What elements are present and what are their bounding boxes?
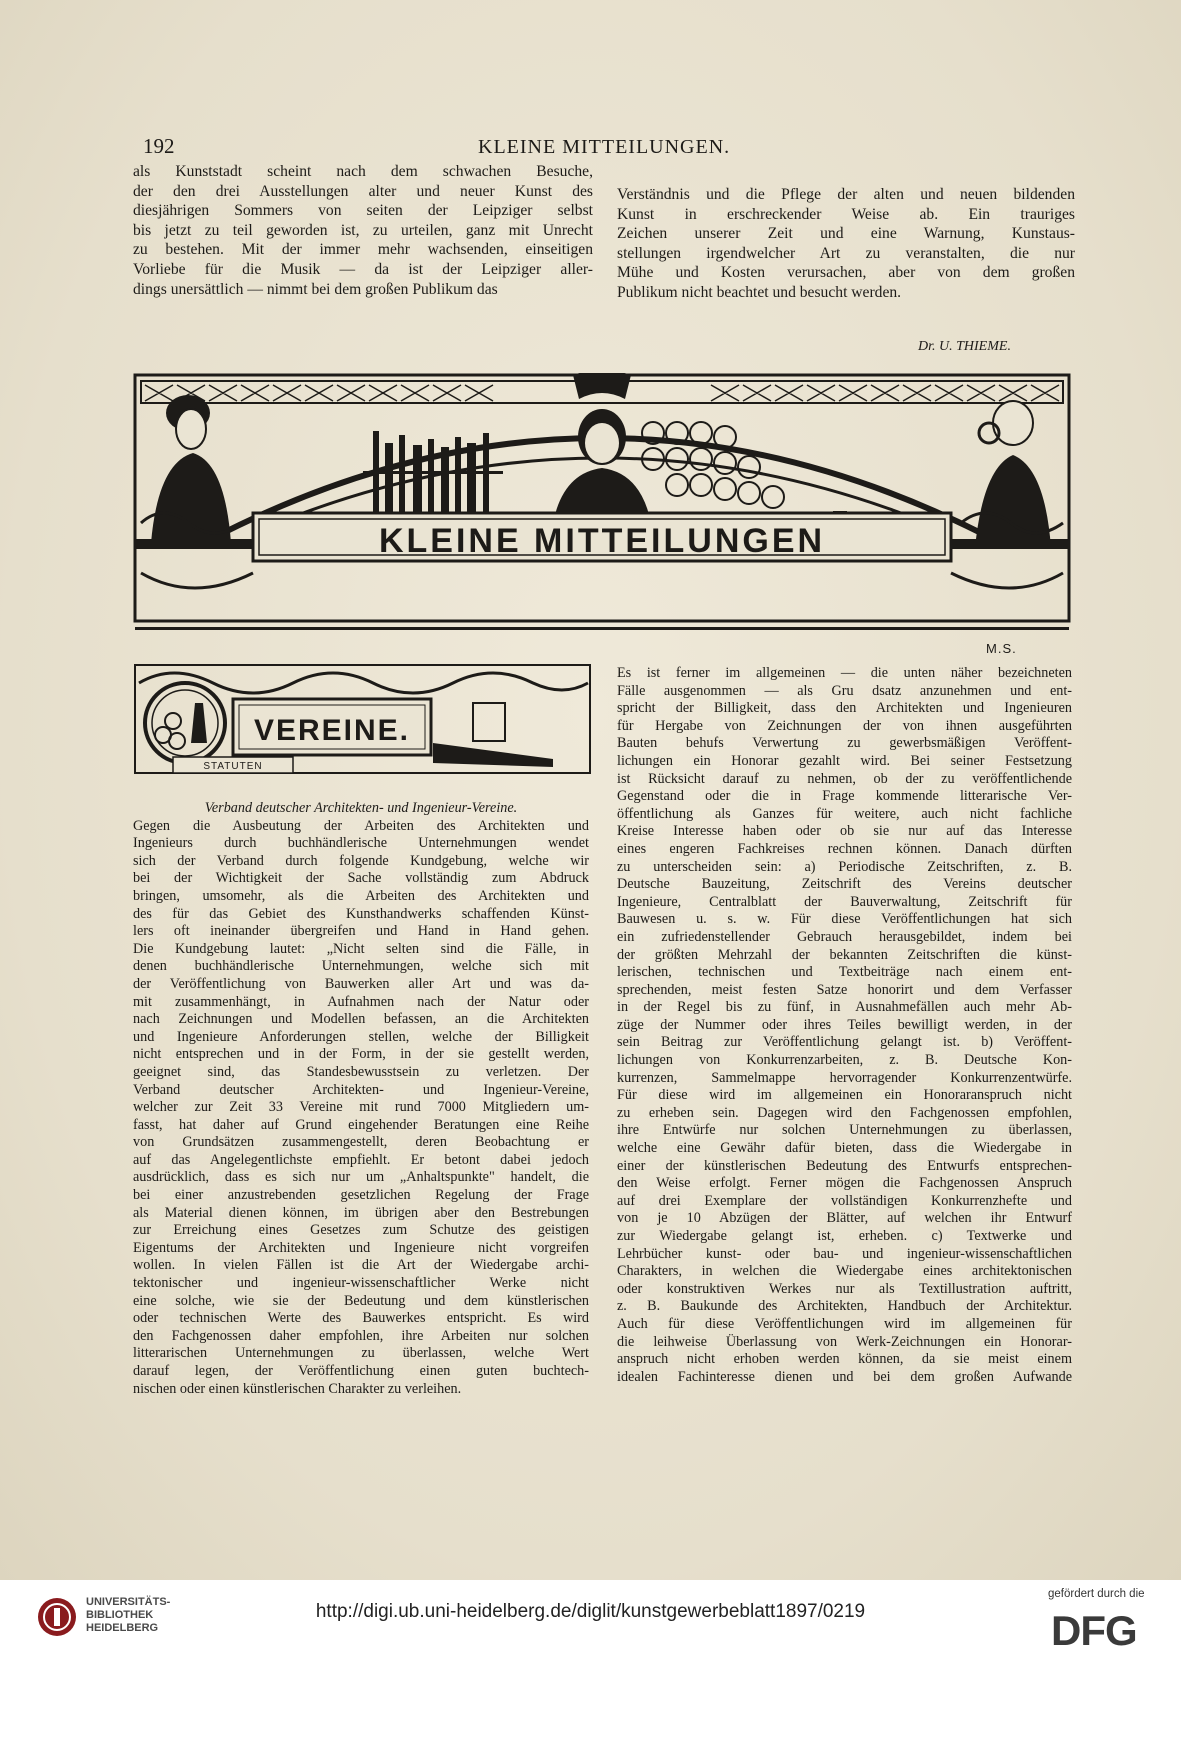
text-line: darauf legen, der Veröffentlichung einen guten buchtech-	[133, 1363, 589, 1379]
text-line: ist Rücksicht darauf zu nehmen, ob der zu veröffentlichende	[617, 770, 1072, 787]
text-line: Verständnis und die Pflege der alten und neuen bildenden	[617, 186, 1075, 203]
text-line: anspruch nicht erhoben werden können, da sie meist einem	[617, 1351, 1072, 1368]
banner-monogram: M.S.	[986, 641, 1017, 656]
text-line: lichungen ein Honorar gezahlt wird. Bei seiner Festsetzung	[617, 752, 1072, 769]
banner-title: KLEINE MITTEILUNGEN	[378, 522, 826, 560]
text-line: geeignet sind, das Standesbewusstsein zu verletzen. Der	[133, 1063, 589, 1080]
text-line: Verband deutscher Architekten- und Ingenieur-Vereine,	[133, 1081, 589, 1098]
vereine-vignette	[133, 663, 592, 775]
text-line: Kreise Interesse haben oder ob sie nur auf das Interesse	[617, 823, 1072, 840]
text-line: Eigentums der Architekten und Ingenieure nicht vorgreifen	[133, 1239, 589, 1256]
text-line: bis jetzt zu teil geworden ist, zu urteilen, ganz mit Unrecht	[133, 221, 593, 239]
text-line: nicht entsprechen und in der Form, in der sie gestellt werden,	[133, 1046, 589, 1063]
text-line: eine solche, wie sie der Bedeutung und dem künstlerischen	[133, 1292, 589, 1309]
text-line: zu unterscheiden sein: a) Periodische Zeitschriften, z. B.	[617, 858, 1072, 875]
text-line: von Grundsätzen zusammengestellt, deren Beobachtung er	[133, 1134, 589, 1151]
text-line: Mühe und Kosten verursachen, aber von dem großen	[617, 264, 1075, 282]
text-line: oder technischen Werte des Bauwerkes entspricht. Es wird	[133, 1310, 589, 1327]
text-line: Charakters, in welchen die Wiedergabe eines architektonischen	[617, 1263, 1072, 1280]
text-line: Ingenieurs durch buchhändlerische Unternehmungen wendet	[133, 835, 589, 852]
text-line: eines engeren Fachkreises rechnen können. Danach dürften	[617, 840, 1072, 857]
text-line: ihre Entwürfe nur solchen Unternehmungen zu überlassen,	[617, 1122, 1072, 1139]
text-line: des für das Gebiet des Kunsthandwerks schaffenden Künst-	[133, 905, 589, 922]
text-line: sich der Verband durch folgende Kundgebung, welche wir	[133, 852, 589, 869]
text-line: zu erheben sein. Dagegen wird den Fachgenossen empfohlen,	[617, 1104, 1072, 1121]
text-line: tektonischer und ingenieur-wissenschaftlicher Werke nicht	[133, 1275, 589, 1292]
text-line: welcher zur Zeit 33 Vereine mit rund 7000 Mitgliedern um-	[133, 1099, 589, 1116]
text-line: welche eine Gewähr dafür bieten, dass die Wiedergabe in	[617, 1140, 1072, 1157]
page-number: 192	[143, 134, 175, 158]
text-line: für Hergabe von Zeichnungen der von ihnen ausgeführten	[617, 717, 1072, 734]
text-line: ausdrücklich, dass es sich nur um „Anhaltspunkte" handelt, die	[133, 1169, 589, 1186]
text-line: stellungen irgendwelcher Art zu veranstalten, die nur	[617, 244, 1075, 262]
text-line: der größten Mehrzahl der bekannten Zeitschriften die künst-	[617, 946, 1072, 963]
running-title: KLEINE MITTEILUNGEN.	[478, 136, 731, 158]
text-line: auf drei Exemplare der vollständigen Konkurrenzhefte und	[617, 1192, 1072, 1209]
text-line: einer der künstlerischen Bedeutung des Entwurfs entsprechen-	[617, 1157, 1072, 1174]
text-line: wollen. In vielen Fällen ist die Art der Wiedergabe archi-	[133, 1257, 589, 1274]
text-line: Fälle ausgenommen — als Gru dsatz anzunehmen und ent-	[617, 682, 1072, 699]
text-line: mit zusammenhängt, in Aufnahmen nach der Natur oder	[133, 993, 589, 1010]
vereine-title: VEREINE.	[253, 714, 411, 747]
text-line: litterarischen Unternehmungen zu überlassen, welche Wert	[133, 1345, 589, 1362]
text-line: öffentlichung als Ganzes für weitere, auch nicht fachliche	[617, 805, 1072, 822]
text-line: und Ingenieure Anforderungen stellen, welche der Billigkeit	[133, 1028, 589, 1045]
text-line: den Fachgenossen daher empfohlen, ihre Arbeiten nur solchen	[133, 1327, 589, 1344]
top-right-column	[617, 185, 1075, 303]
text-line: als Material dienen können, im übrigen aber den Bestrebungen	[133, 1204, 589, 1221]
text-line: Publikum nicht beachtet und besucht werden.	[617, 283, 902, 301]
text-line: Zeichen unserer Zeit und eine Warnung, Kunstaus-	[617, 225, 1075, 243]
text-line: züge der Nummer oder ihres Teiles bewilligt werden, in der	[617, 1016, 1072, 1033]
text-line: dings unersättlich — nimmt bei dem großen Publikum das	[133, 280, 498, 298]
text-line: lerischen, technischen und Textbeiträge nach einem ent-	[617, 964, 1072, 981]
text-line: Gegenstand oder die in Frage kommende litterarische Ver-	[617, 788, 1072, 805]
text-line: Vorliebe für die Musik — da ist der Leipziger aller-	[133, 260, 593, 278]
text-line: bringen, umsomehr, als die Arbeiten des Architekten und	[133, 887, 589, 904]
text-line: fasst, hat daher auf Grund eingehender Beratungen eine Reihe	[133, 1116, 589, 1133]
dfg-logo: DFG	[1051, 1607, 1137, 1654]
text-line: Lehrbücher kunst- oder bau- und ingenieur-wissenschaftlichen	[617, 1245, 1072, 1262]
text-line: bei einer anzustrebenden gesetzlichen Regelung der Frage	[133, 1187, 589, 1204]
institution-name: UNIVERSITÄTS- BIBLIOTHEK HEIDELBERG	[86, 1596, 171, 1634]
text-line: lichungen von Konkurrenzarbeiten, z. B. Deutsche Kon-	[617, 1052, 1072, 1069]
funding-note: gefördert durch die	[1048, 1588, 1145, 1600]
text-line: Bauwesen u. s. w. Für diese Veröffentlichungen hat sich	[617, 911, 1072, 928]
text-line: spricht der Billigkeit, dass den Architekten und Ingenieuren	[617, 700, 1072, 717]
author-signature: Dr. U. THIEME.	[918, 339, 1011, 354]
text-line: ein zufriedenstellender Gebrauch herausgebildet, indem bei	[617, 928, 1072, 945]
text-line: von je 10 Abzügen der Blätter, auf welchen ihr Entwurf	[617, 1210, 1072, 1227]
text-line: oder konstruktiven Werkes nur als Textillustration auftritt,	[617, 1280, 1072, 1297]
text-line: Ingenieure, Centralblatt der Bauverwaltung, Zeitschrift für	[617, 893, 1072, 910]
text-line: Die Kundgebung lautet: „Nicht selten sind die Fälle, in	[133, 940, 589, 957]
text-line: zur Wiedergabe gelangt ist, erheben. c) Textwerke und	[617, 1228, 1072, 1244]
text-line: bei der Wichtigkeit der Sache vollständig zum Abdruck	[133, 870, 589, 887]
text-line: denen buchhändlerische Unternehmungen, welche sich mit	[133, 958, 589, 975]
text-line: lers oft ineinander übergreifen und Hand in Hand gehen.	[133, 923, 589, 940]
text-line: der Veröffentlichung von Bauwerken aller Art und was da-	[133, 975, 589, 992]
text-line: Für diese wird im allgemeinen ein Honoraranspruch nicht	[617, 1087, 1072, 1104]
text-line: die leihweise Überlassung von Werk-Zeichnungen ein Honorar-	[617, 1333, 1072, 1350]
permalink-url[interactable]: http://digi.ub.uni-heidelberg.de/diglit/kunstgewerbeblatt1897/0219	[315, 1601, 866, 1622]
text-line: Es ist ferner im allgemeinen — die unten näher bezeichneten	[617, 665, 1072, 681]
text-line: Auch für diese Veröffentlichungen wird im allgemeinen für	[617, 1315, 1072, 1332]
text-line: kurrenzen, Sammelmappe hervorragender Konkurrenzentwürfe.	[617, 1069, 1072, 1086]
text-line: Bauten behufs Verwertung zu gewerbsmäßigen Veröffent-	[617, 735, 1072, 752]
text-line: der den drei Ausstellungen alter und neuer Kunst des	[133, 182, 593, 200]
text-line: den Weise erfolgt. Ferner mögen die Fachgenossen Anspruch	[617, 1175, 1072, 1192]
article-left-column	[133, 800, 589, 1398]
statuten-label: STATUTEN	[203, 761, 263, 772]
text-line: Gegen die Ausbeutung der Arbeiten des Architekten und	[133, 817, 589, 834]
text-line: in der Regel bis zu fünf, in Ausnahmefällen auch mehr Ab-	[617, 999, 1072, 1016]
text-line: zu bestehen. Mit der immer mehr wachsenden, einseitigen	[133, 241, 593, 259]
text-line: auf das Angelegentlichste empfiehlt. Er betont dabei jedoch	[133, 1151, 589, 1168]
text-line: idealen Fachinteresse dienen und bei dem großen Aufwande	[617, 1368, 1072, 1385]
text-line: nach Zeichnungen und Modellen befassen, an die Architekten	[133, 1011, 589, 1028]
text-line: sprechenden, meist festen Satze honorirt und dem Verfasser	[617, 981, 1072, 998]
article-heading: Verband deutscher Architekten- und Ingenieur-Vereine.	[204, 800, 518, 816]
text-line: sein Beitrag zur Veröffentlichung gelangt ist. b) Veröffent-	[617, 1034, 1072, 1051]
kleine-mitteilungen-banner	[133, 373, 1071, 641]
text-line: nischen oder einen künstlerischen Charakter zu verleihen.	[133, 1380, 462, 1397]
text-line: zur Erreichung eines Gesetzes zum Schutze des geistigen	[133, 1222, 589, 1239]
text-line: als Kunststadt scheint nach dem schwachen Besuche,	[133, 163, 593, 180]
text-line: diesjährigen Sommers von seiten der Leipziger selbst	[133, 202, 593, 220]
text-line: Kunst in erschreckender Weise ab. Ein trauriges	[617, 205, 1075, 223]
top-left-column	[133, 162, 593, 299]
article-right-column	[617, 665, 1072, 1386]
text-line: z. B. Baukunde des Architekten, Handbuch der Architektur.	[617, 1298, 1072, 1315]
text-line: Deutsche Bauzeitung, Zeitschrift des Vereins deutscher	[617, 876, 1072, 893]
